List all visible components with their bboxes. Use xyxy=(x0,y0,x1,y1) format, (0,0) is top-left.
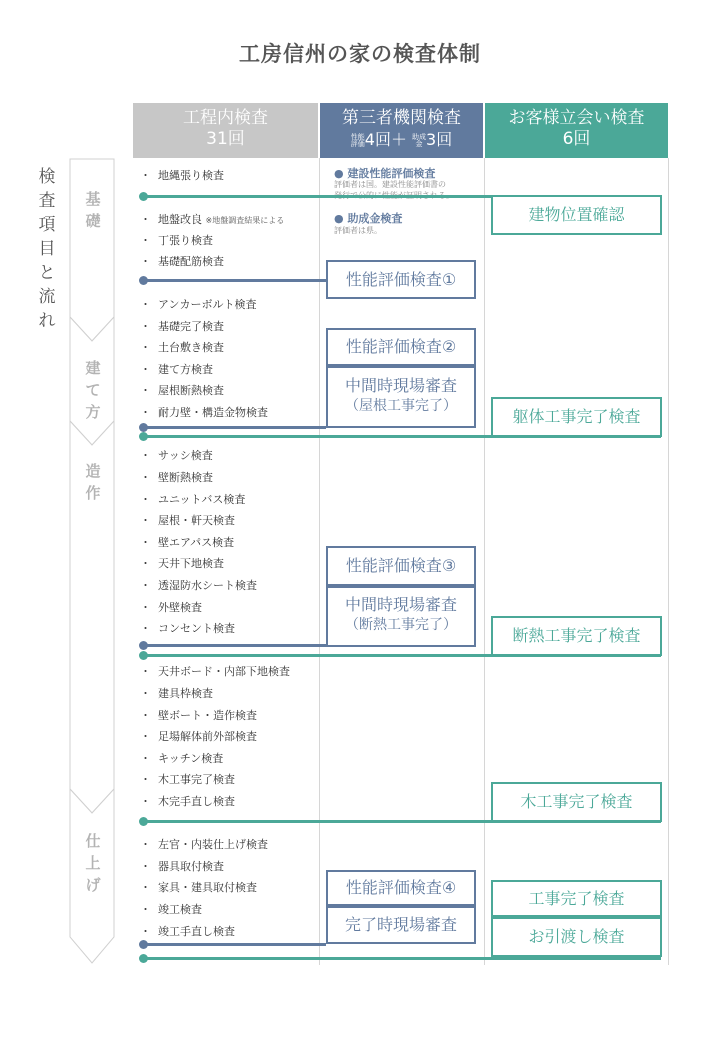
performance-eval-2-box: 性能評価検査② xyxy=(326,328,476,366)
flow-line xyxy=(143,426,326,429)
performance-eval-4-box: 性能評価検査④ xyxy=(326,870,476,906)
inspection-item: ・ 天井ボード・内部下地検査 xyxy=(140,665,290,678)
count-value: 3回 xyxy=(426,130,453,149)
inspection-item: ・ 左官・内装仕上げ検査 xyxy=(140,838,268,851)
stage-char: 作 xyxy=(85,484,101,502)
side-char: 項 xyxy=(38,215,56,235)
column-divider xyxy=(484,158,485,965)
column-count: 6回 xyxy=(562,129,591,149)
stage-char: 基 xyxy=(85,190,101,208)
page-title: 工房信州の家の検査体制 xyxy=(239,42,481,66)
stage-label-finishing xyxy=(70,830,116,896)
flow-line xyxy=(143,644,326,647)
inspection-item: ・ サッシ検査 xyxy=(140,449,213,462)
flow-line xyxy=(143,195,491,198)
inspection-item: ・ 土台敷き検査 xyxy=(140,341,224,354)
inspection-item: ・ コンセント検査 xyxy=(140,622,235,635)
column-count xyxy=(320,129,483,150)
count-sub-label: 性能評価 xyxy=(350,132,365,148)
inspection-item: ・ 天井下地検査 xyxy=(140,557,224,570)
column-header-customer xyxy=(485,103,668,158)
subsidy-title: ● 助成金検査 xyxy=(334,212,403,225)
flow-line xyxy=(143,943,326,946)
stage-char: 方 xyxy=(85,403,101,421)
inspection-item: ・ 器具取付検査 xyxy=(140,860,224,873)
inspection-item: ・ 足場解体前外部検査 xyxy=(140,730,257,743)
building-position-check-box: 建物位置確認 xyxy=(491,195,662,235)
stage-char: 造 xyxy=(85,462,101,480)
construction-eval-title: ● 建設性能評価検査 xyxy=(334,167,436,180)
inspection-item: ・ 建て方検査 xyxy=(140,363,213,376)
carpentry-completion-inspection-box: 木工事完了検査 xyxy=(491,782,662,822)
handover-inspection-box: お引渡し検査 xyxy=(491,917,662,957)
column-label: 工程内検査 xyxy=(183,108,268,128)
interim-inspection-roof-box: 中間時現場審査 （屋根工事完了） xyxy=(326,366,476,428)
inspection-item: ・ キッチン検査 xyxy=(140,752,224,765)
flow-line xyxy=(143,957,661,960)
construction-eval-note: 評価者は国。建設性能評価書の xyxy=(334,180,446,189)
column-divider xyxy=(668,158,669,965)
inspection-item: ・ 壁エアパス検査 xyxy=(140,536,235,549)
completion-inspection-box: 完了時現場審査 xyxy=(326,906,476,944)
inspection-item: ・ 丁張り検査 xyxy=(140,234,213,247)
frame-completion-inspection-box: 躯体工事完了検査 xyxy=(491,397,662,437)
inspection-item: ・ 透湿防水シート検査 xyxy=(140,579,257,592)
stage-char: 建 xyxy=(85,359,101,377)
performance-eval-3-box: 性能評価検査③ xyxy=(326,546,476,586)
stage-char: て xyxy=(85,381,101,399)
count-sub-label: 助成金 xyxy=(412,132,427,148)
inspection-item: ・ 地盤改良 ※地盤調査結果による xyxy=(140,213,285,226)
performance-eval-1-box: 性能評価検査① xyxy=(326,260,476,299)
stage-label-foundation xyxy=(70,188,116,232)
insulation-completion-inspection-box: 断熱工事完了検査 xyxy=(491,616,662,656)
inspection-item: ・ 基礎配筋検査 xyxy=(140,255,224,268)
inspection-item: ・ 竣工検査 xyxy=(140,903,202,916)
inspection-item: ・ アンカーボルト検査 xyxy=(140,298,257,311)
inspection-item: ・ 壁断熱検査 xyxy=(140,471,213,484)
inspection-item: ・ 家具・建具取付検査 xyxy=(140,881,257,894)
inspection-item: ・ 竣工手直し検査 xyxy=(140,925,235,938)
side-char: 流 xyxy=(38,287,56,307)
side-char: れ xyxy=(38,311,56,331)
inspection-item: ・ ユニットバス検査 xyxy=(140,493,246,506)
stage-chevron-foundation xyxy=(70,159,114,341)
stage-char: 礎 xyxy=(85,212,101,230)
side-char: 目 xyxy=(38,239,56,259)
construction-completion-inspection-box: 工事完了検査 xyxy=(491,880,662,917)
inspection-item: ・ 地縄張り検査 xyxy=(140,169,224,182)
inspection-item: ・ 外壁検査 xyxy=(140,601,202,614)
inspection-item: ・ 木完手直し検査 xyxy=(140,795,235,808)
count-value: 4回＋ xyxy=(364,130,407,149)
flow-line xyxy=(143,279,326,282)
inspection-item: ・ 建具枠検査 xyxy=(140,687,213,700)
column-header-third-party xyxy=(320,103,483,158)
inspection-item: ・ 屋根断熱検査 xyxy=(140,384,224,397)
column-label: お客様立会い検査 xyxy=(508,108,645,128)
column-count: 31回 xyxy=(206,129,245,149)
column-header-in-process xyxy=(133,103,318,158)
side-char: 検 xyxy=(38,167,56,187)
stage-label-interior xyxy=(70,460,116,504)
stage-label-framing xyxy=(70,357,116,423)
side-char: 査 xyxy=(38,191,56,211)
side-char: と xyxy=(38,263,56,283)
stage-char: げ xyxy=(85,876,101,894)
inspection-item: ・ 耐力壁・構造金物検査 xyxy=(140,406,268,419)
stage-char: 上 xyxy=(85,854,101,872)
side-label xyxy=(36,165,58,333)
stage-char: 仕 xyxy=(85,832,101,850)
interim-inspection-insulation-box: 中間時現場審査 （断熱工事完了） xyxy=(326,586,476,647)
inspection-item: ・ 壁ボート・造作検査 xyxy=(140,709,257,722)
subsidy-note: 評価者は県。 xyxy=(334,226,382,235)
inspection-item: ・ 木工事完了検査 xyxy=(140,773,235,786)
inspection-note: ※地盤調査結果による xyxy=(205,216,285,225)
inspection-item: ・ 屋根・軒天検査 xyxy=(140,514,235,527)
inspection-item: ・ 基礎完了検査 xyxy=(140,320,224,333)
column-label: 第三者機関検査 xyxy=(342,108,461,128)
